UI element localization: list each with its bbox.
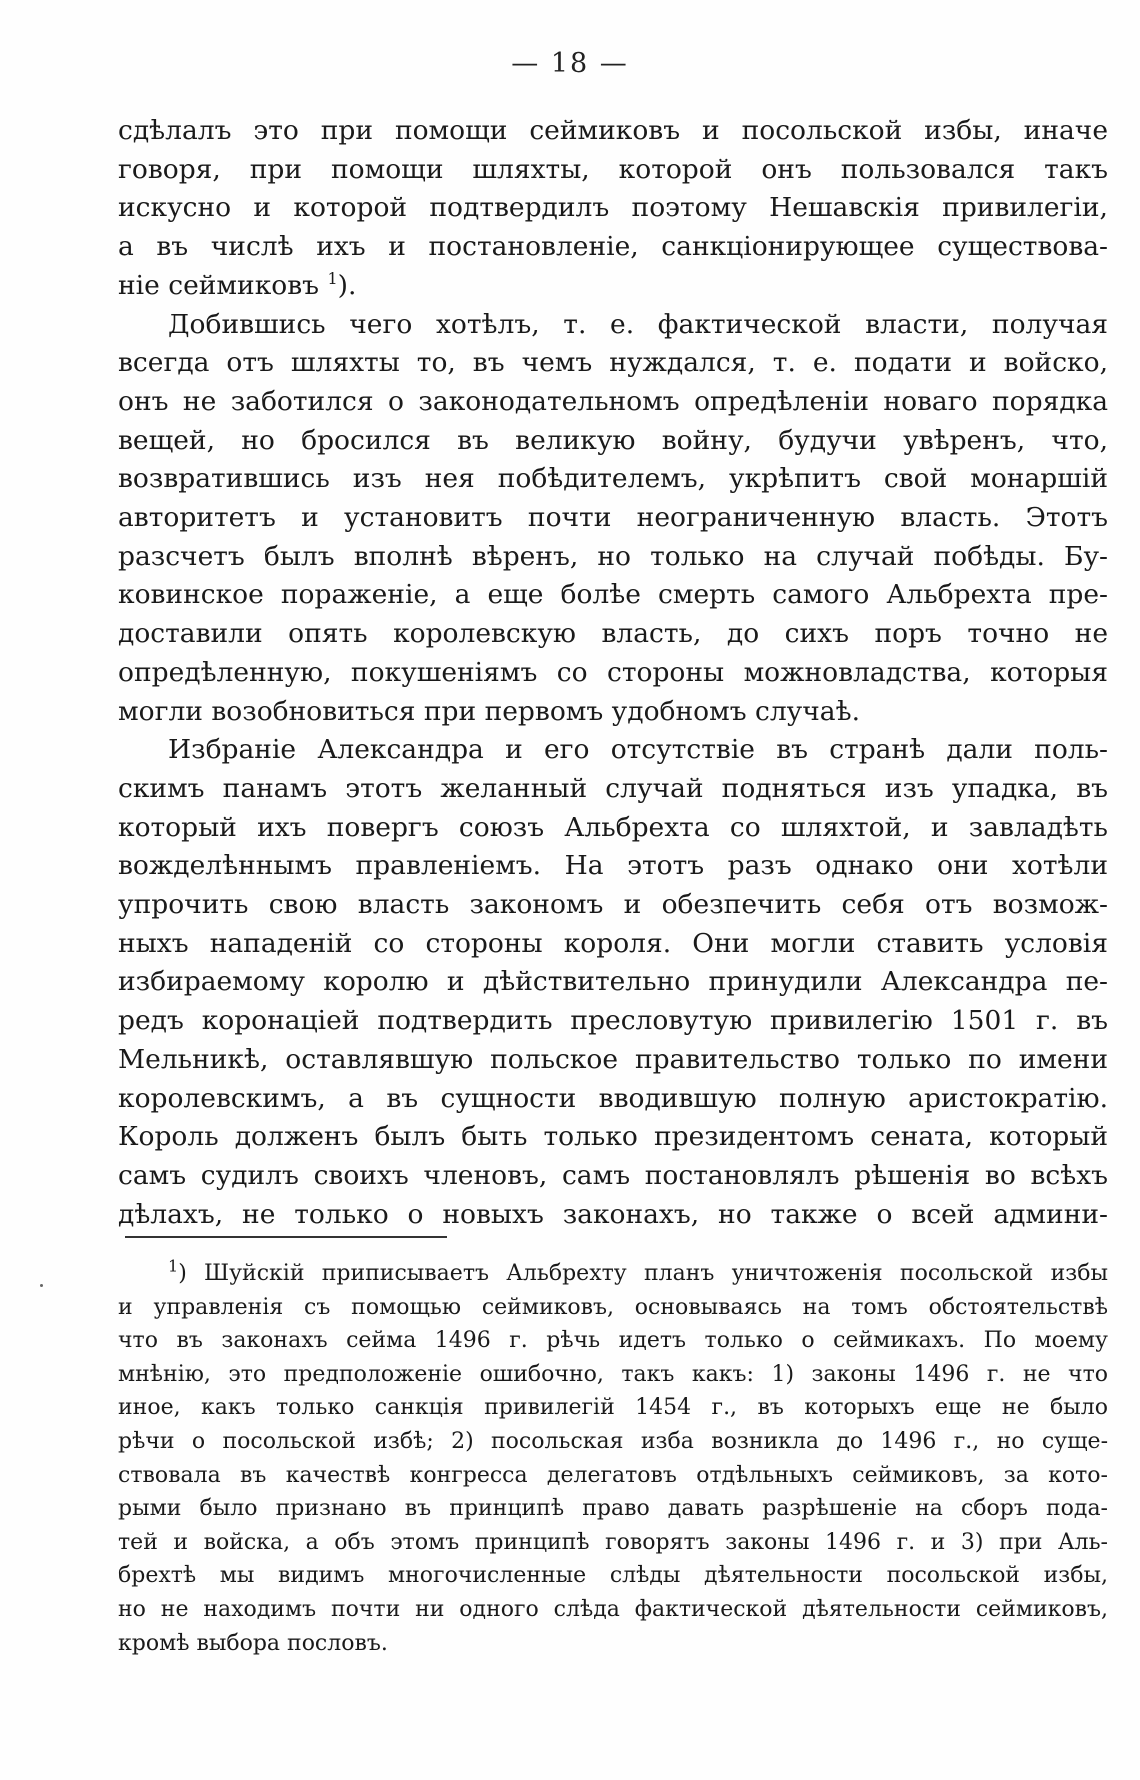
footnote-line: ствовала въ качествѣ конгресса делегатовъ отдѣльныхъ сеймиковъ, за кото- — [118, 1462, 1108, 1488]
text-line: вожделѣннымъ правленіемъ. На этотъ разъ однако они хотѣли — [118, 850, 1108, 882]
text-line: королевскимъ, а въ сущности вводившую полную аристократію. — [118, 1082, 1108, 1114]
text-line: искусно и которой подтвердилъ поэтому Нешавскія привилегіи, — [118, 192, 1108, 224]
text-line: авторитетъ и установитъ почти неограниченную власть. Этотъ — [118, 502, 1108, 534]
footnote-line: рѣчи о посольской избѣ; 2) посольская изба возникла до 1496 г., но суще- — [118, 1428, 1108, 1454]
text-line: опредѣленную, покушеніямъ со стороны можновладства, которыя — [118, 656, 1108, 688]
text-line: избираемому королю и дѣйствительно принудили Александра пе- — [118, 966, 1108, 998]
text-line: ковинское пораженіе, а еще болѣе смерть самого Альбрехта пре- — [118, 579, 1108, 611]
footnote-line: и управленія съ помощью сеймиковъ, основываясь на томъ обстоятельствѣ — [118, 1294, 1108, 1320]
text-line: дѣлахъ, не только о новыхъ законахъ, но также о всей админи- — [118, 1198, 1108, 1230]
footnote-mark: 1 — [168, 1256, 179, 1276]
ink-speck — [40, 1284, 43, 1287]
text-line: Добившись чего хотѣлъ, т. е. фактической власти, получая — [168, 308, 1108, 340]
main-text — [118, 112, 1108, 1234]
footnote-line: но не находимъ почти ни одного слѣда фактической дѣятельности сеймиковъ, — [118, 1596, 1108, 1622]
text-line: ныхъ нападеній со стороны короля. Они могли ставить условія — [118, 927, 1108, 959]
text-line: могли возобновиться при первомъ удобномъ случаѣ. — [118, 695, 860, 727]
text-line: вещей, но бросился въ великую войну, будучи увѣренъ, что, — [118, 424, 1108, 456]
text-line: Избраніе Александра и его отсутствіе въ странѣ дали поль- — [168, 734, 1108, 766]
footnote-line: тей и войска, а объ этомъ принципѣ говорятъ законы 1496 г. и 3) при Аль- — [118, 1529, 1108, 1555]
text-line: сдѣлалъ это при помощи сеймиковъ и посольской избы, иначе — [118, 115, 1108, 146]
footnote-line: рыми было признано въ принципѣ право давать разрѣшеніе на сборъ пода- — [118, 1496, 1108, 1522]
footnote-line: кромѣ выбора пословъ. — [118, 1630, 388, 1656]
text-fragment: ніе сеймиковъ — [118, 269, 320, 301]
text-line: возвратившись изъ нея побѣдителемъ, укрѣпитъ свой монаршій — [118, 463, 1108, 495]
page-number: — 18 — — [511, 48, 629, 79]
text-line: Король долженъ былъ быть только президентомъ сената, который — [118, 1121, 1108, 1153]
text-line: разсчетъ былъ вполнѣ вѣренъ, но только на случай побѣды. Бу- — [118, 540, 1108, 572]
text-fragment: ) Шуйскій приписываетъ Альбрехту планъ уничтоженія посольской избы — [178, 1261, 1108, 1286]
text-line: всегда отъ шляхты то, въ чемъ нуждался, т. е. подати и войско, — [118, 347, 1108, 379]
text-line: редъ коронаціей подтвердить пресловутую привилегію 1501 г. въ — [118, 1005, 1108, 1037]
text-line: а въ числѣ ихъ и постановленіе, санкціонирующее существова- — [118, 231, 1108, 263]
footnote-line: брехтѣ мы видимъ многочисленные слѣды дѣятельности посольской избы, — [118, 1563, 1108, 1589]
text-line: говоря, при помощи шляхты, которой онъ пользовался такъ — [118, 153, 1108, 185]
text-line: онъ не заботился о законодательномъ опредѣленіи новаго порядка — [118, 385, 1108, 417]
footnote — [118, 1257, 1108, 1660]
footnote-reference: 1 — [327, 268, 338, 288]
footnote-line: мнѣнію, это предположеніе ошибочно, такъ какъ: 1) законы 1496 г. не что — [118, 1361, 1108, 1387]
footnote-divider — [125, 1236, 447, 1238]
footnote-line: иное, какъ только санкція привилегій 1454 г., въ которыхъ еще не было — [118, 1395, 1108, 1421]
text-line: упрочить свою власть закономъ и обезпечить себя отъ возмож- — [118, 889, 1108, 921]
text-fragment: ). — [337, 269, 357, 301]
text-line: который ихъ повергъ союзъ Альбрехта со шляхтой, и завладѣть — [118, 811, 1108, 843]
text-line: самъ судилъ своихъ членовъ, самъ постановлялъ рѣшенія во всѣхъ — [118, 1159, 1108, 1191]
text-line: доставили опять королевскую власть, до сихъ поръ точно не — [118, 618, 1108, 650]
text-line: Мельникѣ, оставлявшую польское правительство только по имени — [118, 1043, 1108, 1075]
text-line — [118, 267, 1108, 306]
text-line: скимъ панамъ этотъ желанный случай подняться изъ упадка, въ — [118, 772, 1108, 804]
footnote-line: что въ законахъ сейма 1496 г. рѣчь идетъ только о сеймикахъ. По моему — [118, 1328, 1108, 1354]
footnote-line — [118, 1257, 1108, 1291]
